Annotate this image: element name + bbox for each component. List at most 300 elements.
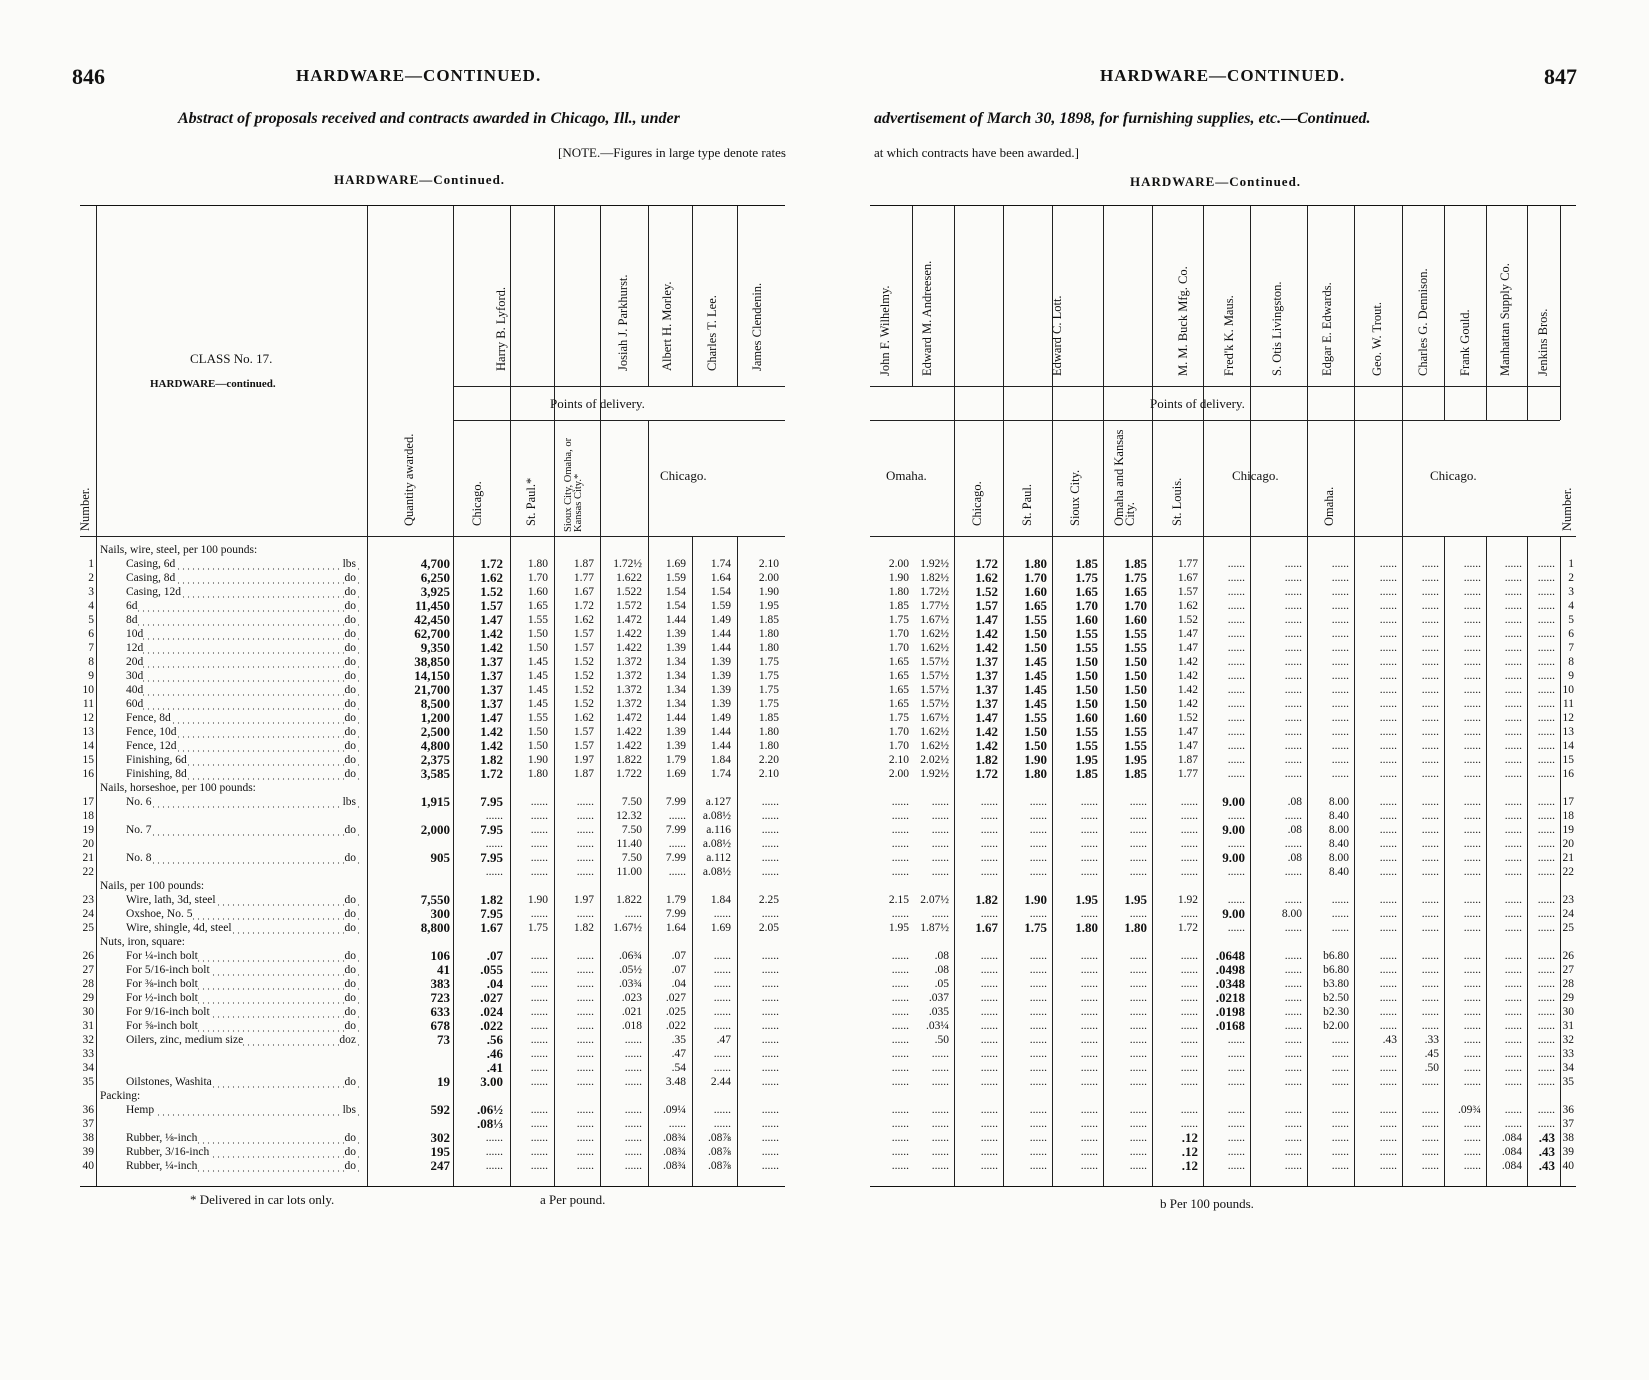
bid-value: 1.74	[710, 768, 731, 780]
row-number: 17	[1562, 796, 1574, 808]
row-number: 5	[88, 614, 94, 626]
row-number: 20	[1562, 838, 1574, 850]
bid-value: ......	[761, 810, 779, 822]
bid-value: 1.92½	[920, 768, 949, 780]
bid-value: ......	[1537, 698, 1555, 710]
bid-value: ......	[530, 810, 548, 822]
bid-value: b3.80	[1323, 978, 1349, 990]
bid-value: 1.44	[710, 726, 731, 738]
bid-value: ......	[980, 1020, 998, 1032]
bid-value: .45	[1424, 1048, 1439, 1060]
bid-value: 1.39	[710, 684, 731, 696]
number-column-header-right: Number.	[1560, 487, 1574, 531]
bid-value: ......	[576, 1048, 594, 1060]
item-label	[126, 767, 362, 781]
bid-value: 1.39	[665, 740, 686, 752]
bid-value: ......	[1463, 684, 1481, 696]
bidder-livingston: S. Otis Livingston.	[1270, 281, 1284, 376]
delivery-chicago-group-r2: Chicago.	[1430, 468, 1477, 483]
bid-value: .06¾	[619, 950, 642, 962]
bid-value: ......	[1129, 796, 1147, 808]
bid-value: .41	[486, 1060, 503, 1075]
bid-value: 1.95	[1075, 752, 1098, 767]
bid-value: ......	[576, 1062, 594, 1074]
bid-value: 1.90	[1024, 892, 1047, 907]
bid-value: 1.54	[665, 600, 686, 612]
bid-value: ......	[1421, 838, 1439, 850]
bid-value: .08⅓	[477, 1116, 503, 1131]
bid-value: 7.50	[621, 824, 642, 836]
bid-value: ......	[485, 838, 503, 850]
bid-value: ......	[1284, 586, 1302, 598]
bid-value: ......	[1331, 1160, 1349, 1172]
row-number: 33	[82, 1048, 94, 1060]
row-number: 20	[82, 838, 94, 850]
bid-value: .07	[486, 948, 503, 963]
bid-value: ......	[530, 978, 548, 990]
item-unit: do	[344, 1132, 356, 1144]
bid-value: ......	[576, 908, 594, 920]
bid-value: 1.49	[710, 614, 731, 626]
bidder-lott: Edward C. Lott.	[1050, 295, 1064, 376]
bid-value: .0218	[1215, 990, 1245, 1005]
bid-value: ......	[1180, 824, 1198, 836]
bid-value: ......	[1180, 964, 1198, 976]
bid-value: 1.55	[1024, 710, 1047, 725]
item-name: 12d	[126, 642, 144, 654]
bid-value: ......	[1284, 1146, 1302, 1158]
bid-value: ......	[1421, 1076, 1439, 1088]
bid-value: ......	[624, 1034, 642, 1046]
bid-value: 1.77	[573, 572, 594, 584]
bid-value: ......	[1463, 740, 1481, 752]
bid-value: ......	[1180, 1076, 1198, 1088]
bid-value: 1.90	[758, 586, 779, 598]
bid-value: 1.97	[573, 894, 594, 906]
bid-value: ......	[1504, 824, 1522, 836]
bid-value: ......	[1504, 978, 1522, 990]
bid-value: 2.00	[888, 768, 909, 780]
bid-value: 1.65	[1124, 584, 1147, 599]
bid-value: 7.50	[621, 852, 642, 864]
bid-value: ......	[761, 1048, 779, 1060]
delivery-omaha: Omaha.	[886, 468, 927, 483]
bid-value: ......	[1080, 950, 1098, 962]
bid-value: ......	[1379, 1104, 1397, 1116]
quantity-awarded: 42,450	[414, 612, 450, 627]
bid-value: ......	[1080, 1006, 1098, 1018]
bid-value: ......	[1180, 1006, 1198, 1018]
bid-value: ......	[1463, 1048, 1481, 1060]
bid-value: ......	[1537, 642, 1555, 654]
item-unit: do	[344, 908, 356, 920]
bid-value: 1.55	[1124, 626, 1147, 641]
bid-value: 1.50	[1075, 654, 1098, 669]
bid-value: ......	[1463, 600, 1481, 612]
bid-value: ......	[1080, 838, 1098, 850]
bid-value: ......	[1504, 558, 1522, 570]
item-name: Fence, 8d	[126, 712, 171, 724]
bid-value: ......	[1331, 656, 1349, 668]
bid-value: ......	[1284, 656, 1302, 668]
bid-value: 1.50	[1024, 724, 1047, 739]
bid-value: 1.42	[1177, 670, 1198, 682]
bid-value: ......	[1537, 908, 1555, 920]
bid-value: 1.72	[975, 766, 998, 781]
bid-value: 1.472	[616, 712, 642, 724]
bid-value: .12	[1181, 1158, 1198, 1173]
bid-value: ......	[891, 1048, 909, 1060]
bid-value: 1.42	[975, 626, 998, 641]
row-number: 29	[1562, 992, 1574, 1004]
bid-value: ......	[1421, 1104, 1439, 1116]
bid-value: ......	[1537, 810, 1555, 822]
bid-value: ......	[1537, 740, 1555, 752]
bid-value: 1.62	[480, 570, 503, 585]
bid-value: .08¾	[663, 1132, 686, 1144]
bid-value: ......	[1421, 992, 1439, 1004]
row-number: 29	[82, 992, 94, 1004]
bid-value: ......	[576, 1146, 594, 1158]
bid-value: 1.49	[710, 712, 731, 724]
item-name: 6d	[126, 600, 138, 612]
bid-value: ......	[530, 824, 548, 836]
bid-value: 1.37	[975, 668, 998, 683]
bid-value: ......	[761, 950, 779, 962]
bid-value: 1.37	[480, 682, 503, 697]
bid-value: ......	[530, 838, 548, 850]
bid-value: ......	[1180, 1062, 1198, 1074]
row-number: 30	[1562, 1006, 1574, 1018]
bid-value: .03¼	[926, 1020, 949, 1032]
bid-value: ......	[1029, 978, 1047, 990]
row-number: 1	[88, 558, 94, 570]
row-number: 3	[88, 586, 94, 598]
bid-value: ......	[761, 908, 779, 920]
delivery-st-louis: St. Louis.	[1170, 477, 1184, 526]
bid-value: ......	[1463, 1076, 1481, 1088]
item-unit: lbs	[342, 558, 356, 570]
bid-value: b2.50	[1323, 992, 1349, 1004]
bid-value: 1.57½	[920, 656, 949, 668]
bid-value: ......	[931, 1146, 949, 1158]
bid-value: 1.50	[1075, 682, 1098, 697]
bid-value: 1.67½	[920, 614, 949, 626]
bid-value: 1.85	[758, 712, 779, 724]
bid-value: ......	[1227, 586, 1245, 598]
bid-value: ......	[485, 866, 503, 878]
bid-value: ......	[576, 796, 594, 808]
bid-value: a.116	[706, 824, 731, 836]
bid-value: 1.42	[975, 724, 998, 739]
bid-value: ......	[1421, 810, 1439, 822]
bid-value: ......	[1379, 1160, 1397, 1172]
bid-value: ......	[530, 1020, 548, 1032]
quantity-awarded: 19	[437, 1074, 450, 1089]
bid-value: ......	[713, 1104, 731, 1116]
bid-value: 1.52	[573, 684, 594, 696]
bidder-edwards: Edgar E. Edwards.	[1320, 282, 1334, 376]
right-page-number: 847	[1544, 64, 1577, 89]
quantity-awarded: 8,500	[420, 696, 450, 711]
bid-value: 1.47	[480, 612, 503, 627]
bid-value: ......	[1080, 810, 1098, 822]
bid-value: ......	[1227, 1062, 1245, 1074]
item-unit: do	[344, 740, 356, 752]
bid-value: ......	[1537, 838, 1555, 850]
bid-value: ......	[713, 950, 731, 962]
bid-value: 1.75	[758, 684, 779, 696]
bid-value: 1.45	[527, 670, 548, 682]
left-page-number: 846	[72, 64, 105, 89]
bid-value: ......	[1463, 754, 1481, 766]
bid-value: ......	[1463, 558, 1481, 570]
bid-value: 1.45	[1024, 654, 1047, 669]
bid-value: ......	[1379, 642, 1397, 654]
bid-value: ......	[530, 1048, 548, 1060]
bid-value: ......	[1029, 810, 1047, 822]
bid-value: b6.80	[1323, 950, 1349, 962]
bid-value: ......	[1080, 866, 1098, 878]
bid-value: 1.39	[710, 670, 731, 682]
bid-value: ......	[1463, 1034, 1481, 1046]
bid-value: 1.90	[527, 754, 548, 766]
bid-value: ......	[1129, 810, 1147, 822]
item-name: Rubber, ⅛-inch	[126, 1132, 198, 1144]
quantity-awarded: 7,550	[420, 892, 450, 907]
bid-value: ......	[1129, 1118, 1147, 1130]
bid-value: 1.62	[975, 570, 998, 585]
item-label	[126, 1103, 362, 1117]
quantity-awarded: 247	[430, 1158, 450, 1173]
bid-value: ......	[1080, 1146, 1098, 1158]
bid-value: 7.99	[665, 824, 686, 836]
bid-value: ......	[1227, 754, 1245, 766]
bid-value: ......	[1421, 1118, 1439, 1130]
bid-value: 1.70	[888, 740, 909, 752]
bid-value: ......	[1331, 684, 1349, 696]
bid-value: 1.85	[888, 600, 909, 612]
row-number: 28	[1562, 978, 1574, 990]
bid-value: ......	[1129, 1048, 1147, 1060]
bid-value: ......	[1129, 824, 1147, 836]
bid-value: 9.00	[1222, 794, 1245, 809]
bid-value: ......	[1129, 866, 1147, 878]
bid-value: 1.45	[1024, 668, 1047, 683]
bid-value: ......	[931, 810, 949, 822]
bid-value: ......	[891, 992, 909, 1004]
bid-value: .09¼	[663, 1104, 686, 1116]
item-label	[126, 795, 362, 809]
bid-value: ......	[980, 1062, 998, 1074]
bid-value: ......	[1180, 1048, 1198, 1060]
bid-value: ......	[1537, 824, 1555, 836]
bid-value: ......	[713, 978, 731, 990]
bid-value: ......	[980, 1132, 998, 1144]
bid-value: ......	[1463, 950, 1481, 962]
bid-value: ......	[1129, 1062, 1147, 1074]
bid-value: ......	[1463, 1062, 1481, 1074]
row-number: 40	[1562, 1160, 1574, 1172]
bid-value: 1.67	[480, 920, 503, 935]
item-label	[126, 851, 362, 865]
bid-value: ......	[1504, 586, 1522, 598]
bid-value: 1.622	[616, 572, 642, 584]
bid-value: ......	[1284, 1118, 1302, 1130]
bid-value: ......	[1129, 950, 1147, 962]
bid-value: 1.37	[975, 682, 998, 697]
bid-value: 1.55	[527, 614, 548, 626]
bid-value: ......	[1537, 950, 1555, 962]
bid-value: ......	[530, 796, 548, 808]
bid-value: ......	[576, 1020, 594, 1032]
item-label	[126, 921, 362, 935]
bid-value: ......	[530, 1118, 548, 1130]
bid-value: ......	[1331, 726, 1349, 738]
item-unit: do	[344, 894, 356, 906]
bid-value: .50	[1424, 1062, 1439, 1074]
bid-value: 1.34	[665, 670, 686, 682]
bid-value: ......	[1029, 1104, 1047, 1116]
bid-value: 1.80	[1024, 766, 1047, 781]
bid-value: ......	[1504, 894, 1522, 906]
quantity-awarded: 302	[430, 1130, 450, 1145]
bid-value: 1.50	[1124, 668, 1147, 683]
bid-value: ......	[1421, 712, 1439, 724]
bid-value: ......	[1227, 1076, 1245, 1088]
bid-value: ......	[1504, 628, 1522, 640]
bid-value: a.112	[706, 852, 731, 864]
bid-value: .018	[621, 1020, 642, 1032]
bid-value: ......	[1227, 922, 1245, 934]
bid-value: 1.47	[1177, 628, 1198, 640]
bidder-morley: Albert H. Morley.	[660, 281, 674, 371]
bid-value: ......	[485, 1146, 503, 1158]
bid-value: 1.62½	[920, 726, 949, 738]
bid-value: 1.69	[665, 768, 686, 780]
bid-value: ......	[1379, 866, 1397, 878]
bid-value: 1.34	[665, 698, 686, 710]
bid-value: 1.65	[888, 656, 909, 668]
bid-value: 1.822	[616, 754, 642, 766]
item-name: Fence, 10d	[126, 726, 177, 738]
row-number: 5	[1568, 614, 1574, 626]
bid-value: .12	[1181, 1144, 1198, 1159]
bid-value: 1.45	[1024, 696, 1047, 711]
bid-value: ......	[1080, 1062, 1098, 1074]
quantity-awarded: 4,800	[420, 738, 450, 753]
row-number: 8	[88, 656, 94, 668]
bid-value: ......	[624, 1146, 642, 1158]
bid-value: ......	[761, 1104, 779, 1116]
bid-value: 1.62	[1177, 600, 1198, 612]
bid-value: 2.10	[888, 754, 909, 766]
bid-value: ......	[1463, 992, 1481, 1004]
bid-value: ......	[1284, 558, 1302, 570]
bid-value: ......	[1331, 894, 1349, 906]
bid-value: ......	[980, 1146, 998, 1158]
bid-value: 1.70	[1124, 598, 1147, 613]
item-unit: do	[344, 754, 356, 766]
item-name: Hemp	[126, 1104, 155, 1116]
bid-value: .35	[671, 1034, 686, 1046]
bid-value: ......	[1537, 684, 1555, 696]
bid-value: ......	[1537, 670, 1555, 682]
bid-value: ......	[713, 1020, 731, 1032]
bid-value: 1.50	[527, 642, 548, 654]
bid-value: ......	[576, 992, 594, 1004]
bid-value: ......	[1029, 1020, 1047, 1032]
bid-value: ......	[1129, 838, 1147, 850]
bid-value: 1.52	[480, 584, 503, 599]
row-number: 33	[1562, 1048, 1574, 1060]
row-number: 4	[1568, 600, 1574, 612]
bid-value: 12.32	[616, 810, 642, 822]
bid-value: ......	[931, 824, 949, 836]
points-of-delivery-right: Points of delivery.	[1150, 396, 1245, 411]
item-unit: do	[344, 572, 356, 584]
bid-value: 7.99	[665, 908, 686, 920]
bid-value: ......	[1379, 572, 1397, 584]
quantity-awarded: 4,700	[420, 556, 450, 571]
bid-value: .03¾	[619, 978, 642, 990]
item-label	[126, 1131, 362, 1145]
bid-value: .0498	[1215, 962, 1245, 977]
bid-value: ......	[1029, 866, 1047, 878]
bidder-clendenin: James Clendenin.	[750, 282, 764, 371]
bid-value: ......	[761, 1062, 779, 1074]
bid-value: ......	[980, 796, 998, 808]
left-section-head: HARDWARE—Continued.	[334, 172, 506, 187]
item-unit: do	[344, 642, 356, 654]
bid-value: ......	[1463, 586, 1481, 598]
quantity-awarded: 41	[437, 962, 450, 977]
bid-value: 7.95	[480, 822, 503, 837]
row-number: 14	[1562, 740, 1574, 752]
bid-value: .05½	[619, 964, 642, 976]
bid-value: 1.85	[1075, 766, 1098, 781]
bid-value: 1.60	[1075, 710, 1098, 725]
bid-value: ......	[1029, 950, 1047, 962]
bid-value: ......	[1029, 1034, 1047, 1046]
bid-value: ......	[1284, 950, 1302, 962]
bid-value: ......	[891, 1076, 909, 1088]
bid-value: ......	[1331, 712, 1349, 724]
bid-value: ......	[530, 1146, 548, 1158]
bid-value: 2.15	[888, 894, 909, 906]
bid-value: ......	[1537, 1104, 1555, 1116]
bid-value: ......	[891, 978, 909, 990]
item-label	[126, 907, 362, 921]
item-name: No. 8	[126, 852, 152, 864]
bid-value: 2.25	[758, 894, 779, 906]
row-number: 30	[82, 1006, 94, 1018]
item-label	[126, 893, 362, 907]
item-name: 40d	[126, 684, 144, 696]
bid-value: 1.70	[1024, 570, 1047, 585]
bid-value: ......	[1421, 586, 1439, 598]
bid-value: 1.52	[573, 698, 594, 710]
item-unit: lbs	[342, 796, 356, 808]
bid-value: ......	[1129, 992, 1147, 1004]
item-unit: lbs	[342, 1104, 356, 1116]
bid-value: ......	[1537, 922, 1555, 934]
bid-value: ......	[891, 1104, 909, 1116]
bid-value: ......	[1180, 992, 1198, 1004]
bid-value: ......	[980, 964, 998, 976]
bid-value: 1.55	[1124, 724, 1147, 739]
item-name: 20d	[126, 656, 144, 668]
